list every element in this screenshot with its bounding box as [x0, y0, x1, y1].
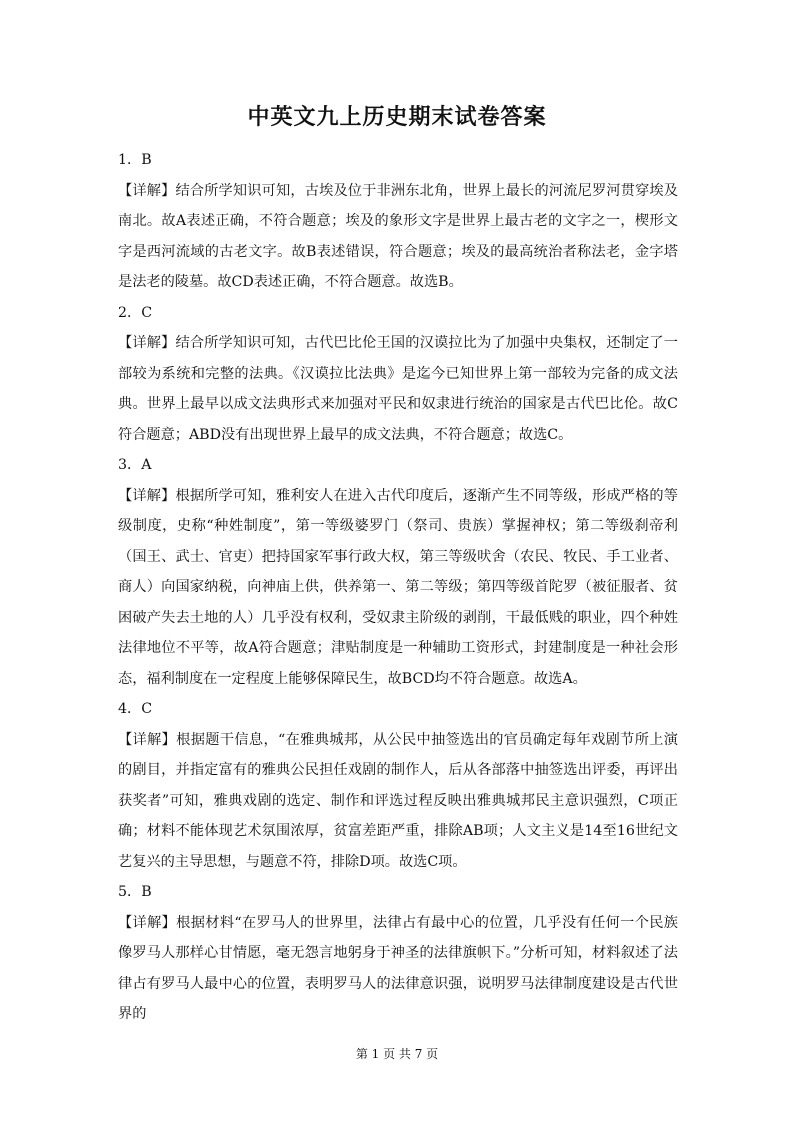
question-number: 2．C — [118, 304, 153, 321]
question-number: 3．A — [118, 457, 152, 473]
answer-content — [118, 145, 678, 1030]
question-number: 5．B — [118, 884, 152, 900]
question-number: 1．B — [118, 152, 152, 168]
question-detail: 【详解】根据题干信息，“在雅典城邦，从公民中抽签选出的官员确定每年戏剧节所上演的剧目，并指定富有的雅典公民担任戏剧的制作人，后从各部落中抽签选出评委，再评出获奖者”可知，雅典戏剧的选定、制作和评选过程反映出雅典城邦民主意识强烈，C项正确；材料不能体现艺术氛围浓厚，贫富差距严重，排除AB项；人文主义是14至16世纪文艺复兴的主导思想，与题意不符，排除D项。故选C项。 — [118, 731, 678, 870]
question-detail: 【详解】根据材料“在罗马人的世界里，法律占有最中心的位置，几乎没有任何一个民族像罗马人那样心甘情愿，毫无怨言地躬身于神圣的法律旗帜下。”分析可知，材料叙述了法律占有罗马人最中心的位置，表明罗马人的法律意识强，说明罗马法律制度建设是古代世界的 — [118, 914, 678, 1022]
question-detail: 【详解】根据所学可知，雅利安人在进入古代印度后，逐渐产生不同等级，形成严格的等级制度，史称“种姓制度”，第一等级婆罗门（祭司、贵族）掌握神权；第二等级刹帝利（国王、武士、官吏）把持国家军事行政大权，第三等级吠舍（农民、牧民、手工业者、商人）向国家纳税，向神庙上供，供养第一、第二等级；第四等级首陀罗（被征服者、贫困破产失去土地的人）几乎没有权利，受奴隶主阶级的剥削，干最低贱的职业，四个种姓法律地位不平等，故A符合题意；津贴制度是一种辅助工资形式，封建制度是一种社会形态，福利制度在一定程度上能够保障民生，故BCD均不符合题意。故选A。 — [118, 487, 678, 687]
page-title: 中英文九上历史期末试卷答案 — [247, 104, 547, 130]
question-detail: 【详解】结合所学知识可知，古埃及位于非洲东北角，世界上最长的河流尼罗河贯穿埃及南北。故A表述正确，不符合题意；埃及的象形文字是世界上最古老的文字之一，楔形文字是西河流域的古老文字。故B表述错误，符合题意；埃及的最高统治者称法老，金字塔是法老的陵墓。故CD表述正确，不符合题意。故选B。 — [118, 182, 678, 290]
question-detail: 【详解】结合所学知识可知，古代巴比伦王国的汉谟拉比为了加强中央集权，还制定了一部较为系统和完整的法典。《汉谟拉比法典》是迄今已知世界上第一部较为完备的成文法典。世界上最早以成文法典形式来加强对平民和奴隶进行统治的国家是古代巴比伦。故C符合题意；ABD没有出现世界上最早的成文法典，不符合题意；故选C。 — [118, 335, 678, 443]
page-footer: 第 1 页 共 7 页 — [355, 1047, 439, 1061]
question-number: 4．C — [118, 701, 153, 717]
